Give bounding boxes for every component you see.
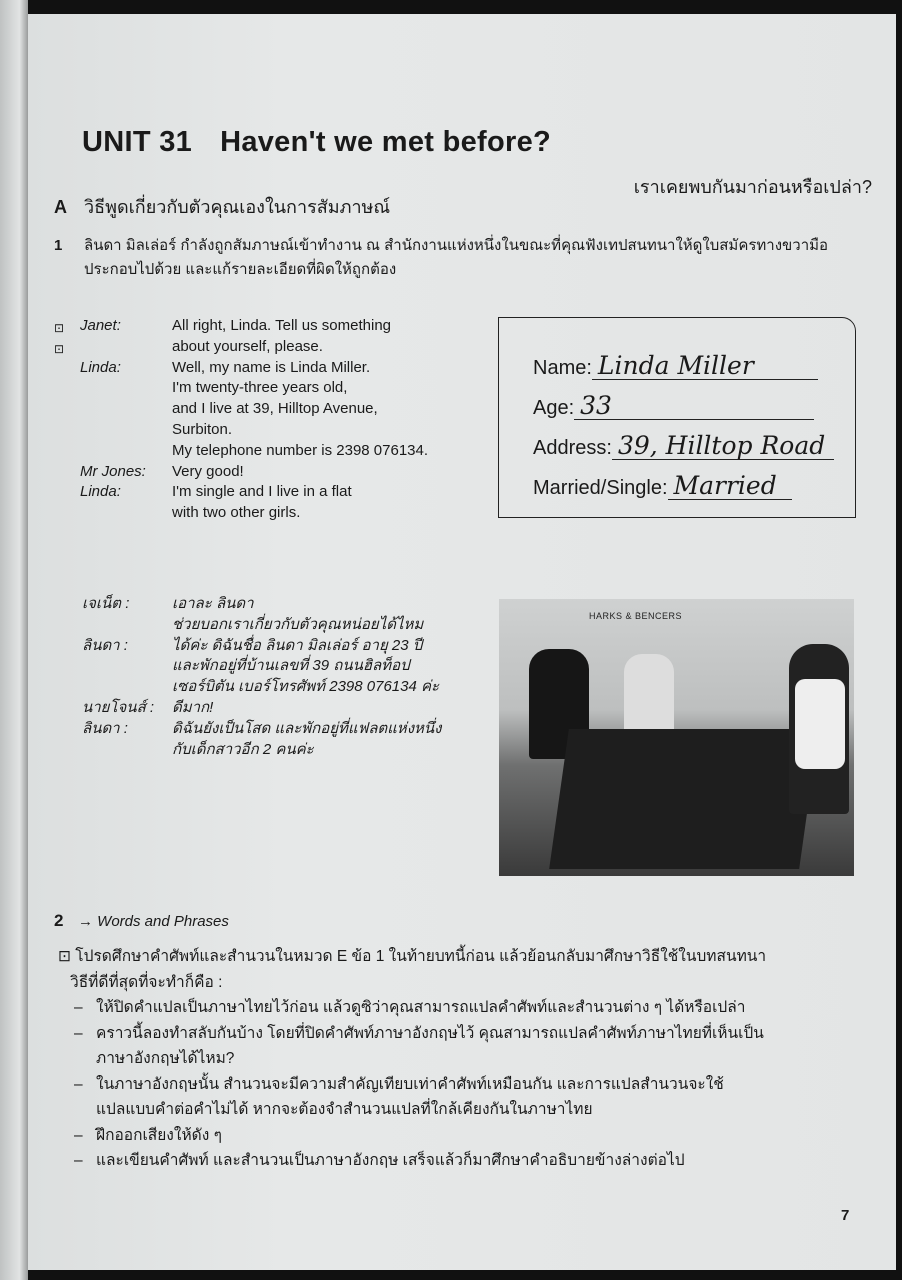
age-label: Age: [533, 397, 575, 419]
dialogue-text: ช่วยบอกเราเกี่ยวกับตัวคุณหน่อยได้ไหม [172, 615, 424, 633]
desk [549, 729, 819, 869]
dash-bullet: – [74, 999, 83, 1016]
dash-bullet: – [74, 1024, 83, 1042]
bullet-text: คราวนี้ลองทำสลับกันบ้าง โดยที่ปิดคำศัพท์ภาษาอังกฤษไว้ คุณสามารถแปลคำศัพท์ภาษาไทยที่เห็นเป็น [96, 1024, 764, 1042]
unit-number: UNIT 31 [82, 126, 193, 158]
address-value: 39, Hilltop Road [612, 433, 834, 460]
speaker-label [52, 677, 172, 698]
speaker-label: ลินดา : [82, 636, 128, 654]
dialogue-text: Very good! [172, 462, 244, 480]
item-number: 1 [54, 237, 63, 254]
bullet-item [58, 995, 858, 1021]
speaker-label [52, 399, 172, 420]
bullet-text: ให้ปิดคำแปลเป็นภาษาไทยไว้ก่อน แล้วดูซิว่าคุณสามารถแปลคำศัพท์และสำนวนต่าง ๆ ได้หรือเปล่า [96, 999, 746, 1016]
dialogue-text: ดิฉันยังเป็นโสด และพักอยู่ที่แฟลตแห่งหนึ่ง [172, 719, 442, 737]
item-number: 2 [54, 911, 64, 930]
dialogue-line [52, 462, 472, 483]
speaker-label [52, 420, 172, 441]
dialogue-text: I'm twenty-three years old, [172, 379, 348, 397]
dialogue-text: Well, my name is Linda Miller. [172, 358, 371, 376]
form-row-age [533, 380, 855, 420]
dialogue-text: เอาละ ลินดา [172, 595, 254, 612]
speaker-label: นายโจนส์ : [82, 698, 155, 716]
married-value: Married [668, 473, 792, 500]
dialogue-line [52, 677, 472, 698]
speaker-label [52, 656, 172, 677]
form-row-married [533, 460, 855, 500]
cassette-icon: ⊡ ⊡ [54, 321, 65, 356]
speaker-label: Linda: [80, 358, 121, 376]
instruction-line [58, 944, 858, 970]
bullet-item [58, 1148, 858, 1174]
instruction-line: ประกอบไปด้วย และแก้รายละเอียดที่ผิดให้ถูกต้อง [84, 261, 397, 278]
dialogue-line [52, 358, 472, 379]
shop-sign: HARKS & BENCERS [589, 611, 683, 621]
speaker-label [52, 615, 172, 636]
dialogue-line [52, 378, 472, 399]
bullet-text: และเขียนคำศัพท์ และสำนวนเป็นภาษาอังกฤษ เสร็จแล้วก็มาศึกษาคำอธิบายข้างล่างต่อไป [96, 1152, 685, 1169]
speaker-label [52, 740, 172, 761]
name-label: Name: [533, 357, 592, 379]
dialogue-text: I'm single and I live in a flat [172, 483, 352, 501]
book-page [28, 14, 896, 1270]
item-title: Words and Phrases [97, 913, 229, 930]
english-dialogue [52, 316, 472, 524]
dialogue-line [52, 615, 472, 636]
dialogue-line [52, 316, 472, 337]
dialogue-text: ดีมาก! [172, 698, 214, 716]
item-2-heading [54, 911, 229, 931]
bullet-text: ในภาษาอังกฤษนั้น สำนวนจะมีความสำคัญเทียบเท่าคำศัพท์เหมือนกัน และการแปลสำนวนจะใช้ [96, 1075, 724, 1093]
bullet-text: ภาษาอังกฤษได้ไหม? [96, 1050, 235, 1067]
address-label: Address: [533, 437, 612, 459]
dialogue-line [52, 503, 472, 524]
book-icon: ⊡ [58, 948, 76, 965]
dialogue-text: ได้ค่ะ ดิฉันชื่อ ลินดา มิลเล่อร์ อายุ 23 ปี [172, 636, 423, 654]
unit-title-text: Haven't we met before? [220, 126, 552, 158]
item-1-instructions [54, 234, 894, 282]
dash-bullet: – [74, 1152, 83, 1169]
dialogue-line [52, 420, 472, 441]
dialogue-line [52, 482, 472, 503]
dialogue-text: และพักอยู่ที่บ้านเลขที่ 39 ถนนฮิลท็อป [172, 657, 410, 675]
speaker-label: Janet: [80, 317, 121, 334]
instruction-line: ลินดา มิลเล่อร์ กำลังถูกสัมภาษณ์เข้าทำงาน ณ สำนักงานแห่งหนึ่งในขณะที่คุณฟังเทปสนทนาให้ดูใบสมัครทางขวามือ [84, 237, 829, 254]
dialogue-text: All right, Linda. Tell us something [172, 317, 392, 334]
instruction-text: โปรดศึกษาคำศัพท์และสำนวนในหมวด E ข้อ 1 ในท้ายบทนี้ก่อน แล้วย้อนกลับมาศึกษาวิธีใช้ในบทสนทนา [75, 948, 767, 965]
bullet-item [58, 1123, 858, 1149]
dialogue-text: กับเด็กสาวอีก 2 คนค่ะ [172, 740, 314, 758]
name-value: Linda Miller [592, 353, 818, 380]
dialogue-line [52, 740, 472, 761]
thai-dialogue [52, 594, 472, 760]
speaker-label: เจเน็ต : [82, 595, 130, 612]
married-label: Married/Single: [533, 477, 668, 499]
dialogue-line [52, 656, 472, 677]
dialogue-line [52, 698, 472, 719]
dialogue-line [52, 399, 472, 420]
section-a-heading [54, 192, 390, 221]
dialogue-text: My telephone number is 2398 076134. [172, 441, 429, 459]
dialogue-line [52, 337, 472, 358]
page-number: 7 [841, 1207, 850, 1224]
age-value: 33 [574, 393, 814, 420]
dash-bullet: – [74, 1126, 83, 1144]
study-instructions [58, 944, 858, 1174]
dialogue-text: เซอร์บิตัน เบอร์โทรศัพท์ 2398 076134 ค่ะ [172, 678, 440, 696]
interview-photo [499, 599, 854, 876]
dialogue-line [52, 594, 472, 615]
book-binding [0, 0, 28, 1280]
bullet-text: ฝึกออกเสียงให้ดัง ๆ [96, 1126, 222, 1144]
dialogue-text: about yourself, please. [172, 337, 323, 355]
speaker-label: Mr Jones: [80, 462, 146, 480]
unit-title [82, 126, 551, 159]
speaker-label: Linda: [80, 483, 121, 501]
dialogue-line [52, 636, 472, 657]
speaker-label: ลินดา : [82, 719, 128, 737]
bullet-item [58, 1072, 858, 1123]
dialogue-text: and I live at 39, Hilltop Avenue, [172, 400, 378, 418]
candidate-blouse [795, 679, 845, 769]
speaker-label [52, 503, 172, 524]
bullet-item [58, 1021, 858, 1072]
speaker-label [52, 337, 172, 358]
speaker-label [52, 441, 172, 462]
dialogue-text: Surbiton. [172, 420, 233, 438]
application-form [498, 317, 856, 518]
dash-bullet: – [74, 1075, 83, 1093]
arrow-icon: → [78, 913, 93, 930]
bullet-text: แปลแบบคำต่อคำไม่ได้ หากจะต้องจำสำนวนแปลที่ใกล้เคียงกันในภาษาไทย [96, 1101, 593, 1118]
speaker-label [52, 378, 172, 399]
thai-subtitle: เราเคยพบกันมาก่อนหรือเปล่า? [633, 177, 872, 197]
form-row-name [533, 340, 855, 380]
section-title: วิธีพูดเกี่ยวกับตัวคุณเองในการสัมภาษณ์ [84, 197, 391, 217]
section-letter: A [54, 197, 67, 217]
instruction-line: วิธีที่ดีที่สุดที่จะทำก็คือ : [70, 973, 223, 991]
dialogue-text: with two other girls. [172, 504, 301, 522]
dialogue-line [52, 719, 472, 740]
form-row-address [533, 420, 855, 460]
dialogue-line [52, 441, 472, 462]
